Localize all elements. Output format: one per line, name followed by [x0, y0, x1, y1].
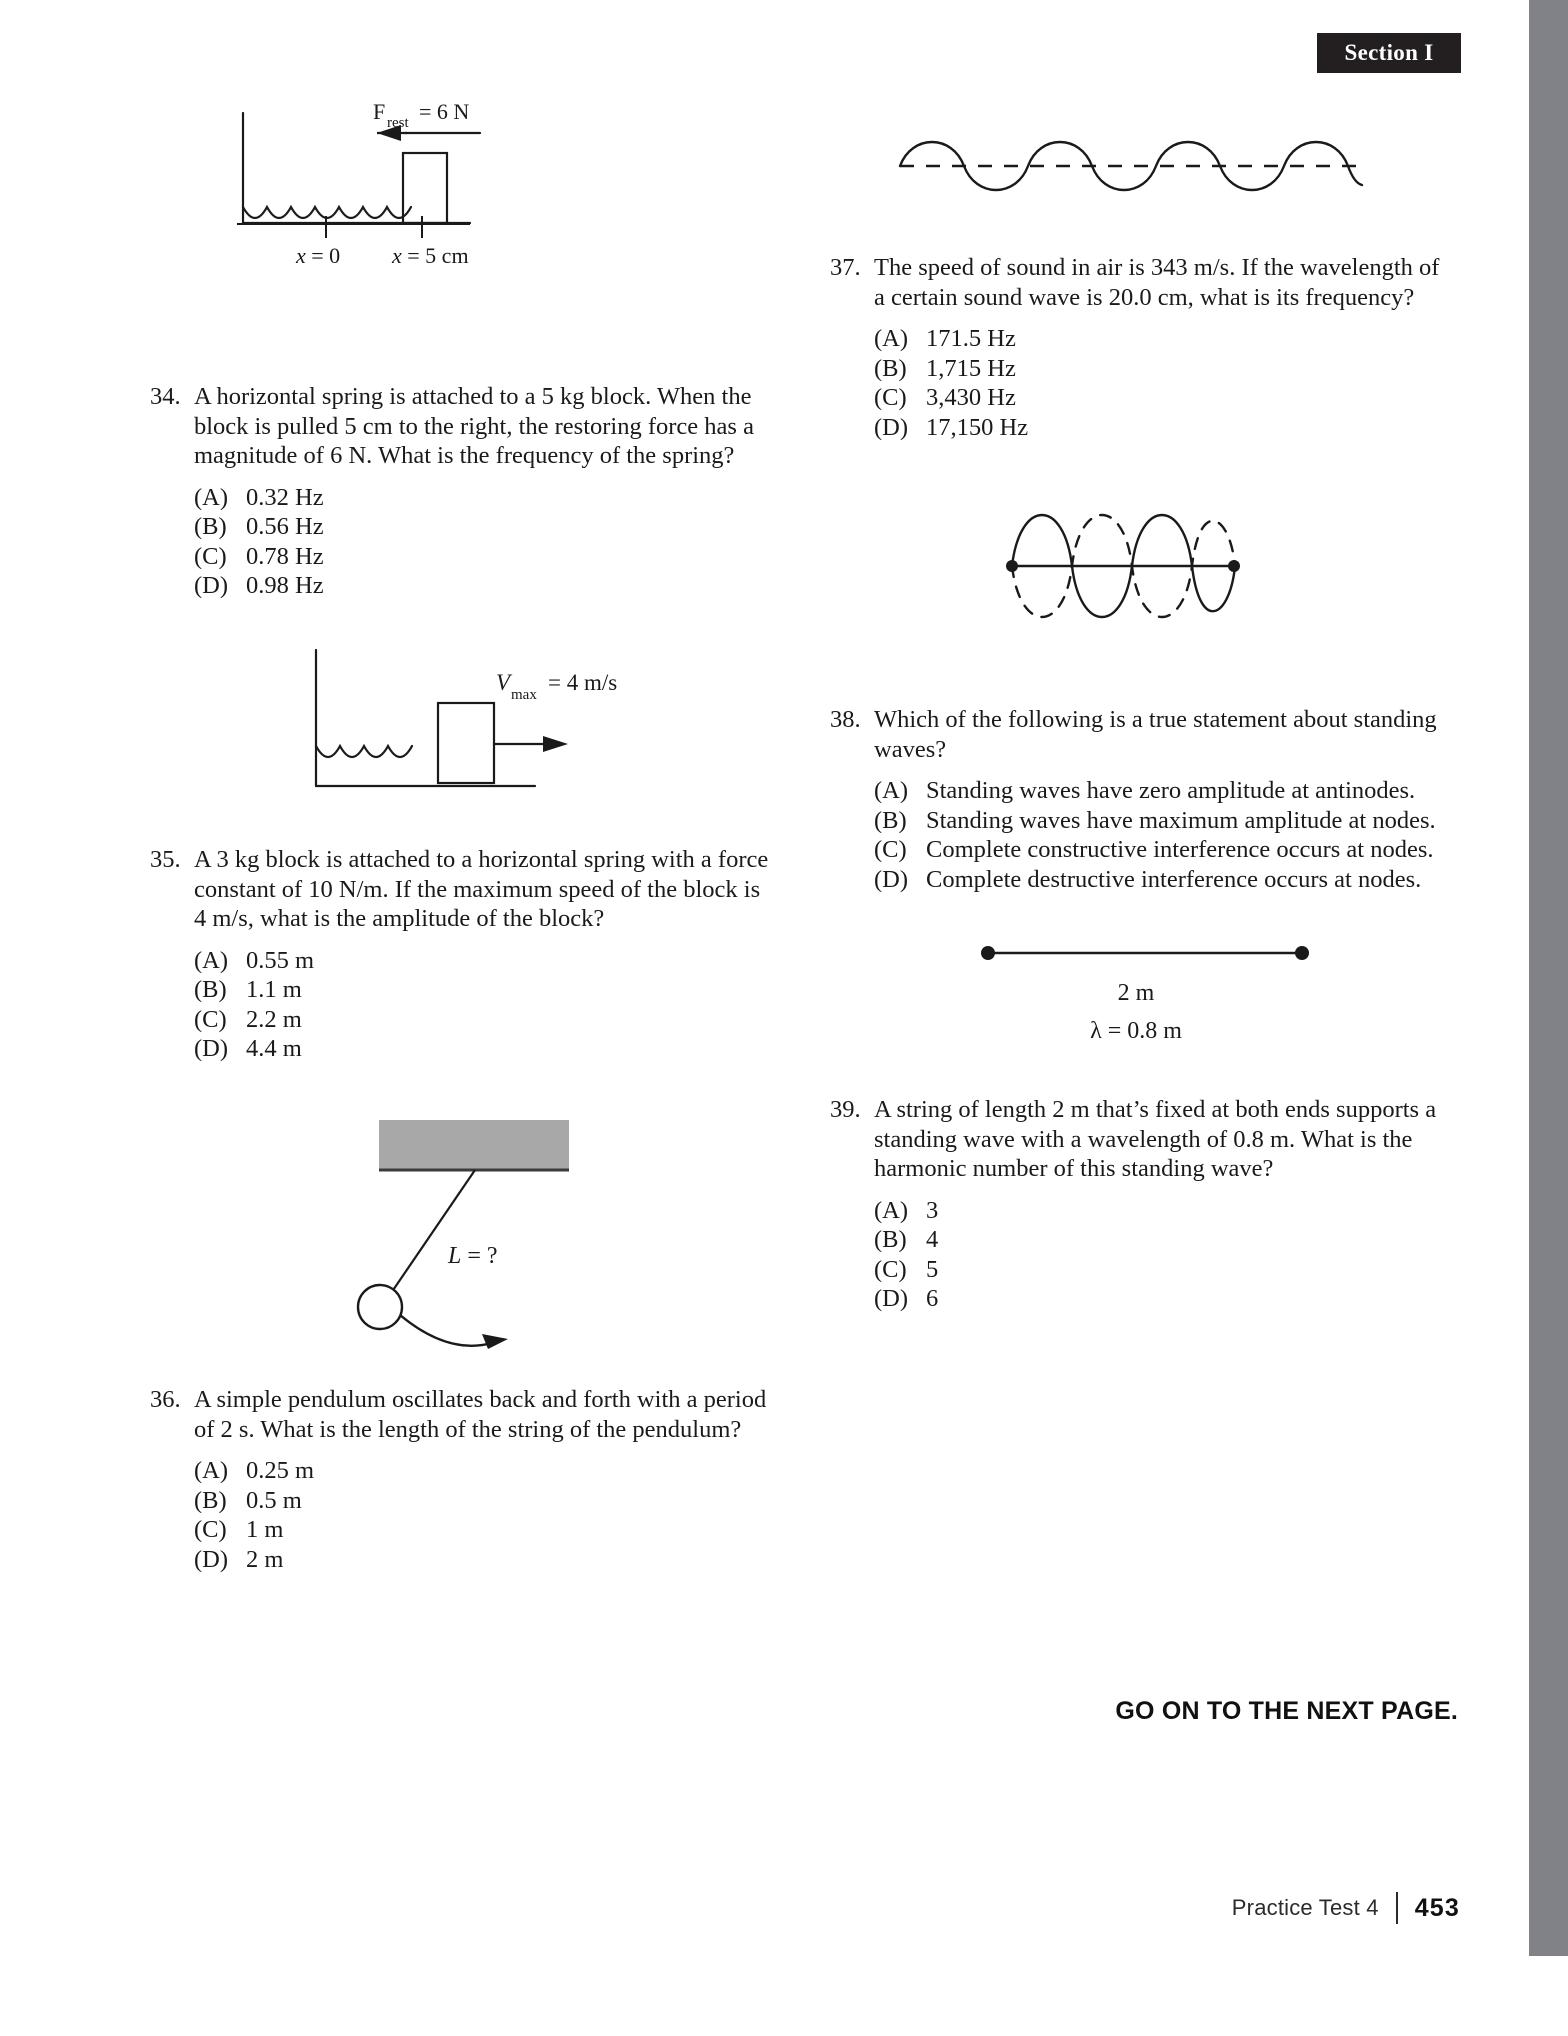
choice-37-a-text: 171.5 Hz — [926, 325, 1016, 352]
footer-test-name: Practice Test 4 — [1231, 1895, 1379, 1920]
question-36 — [150, 1385, 770, 1574]
choice-35-d-letter: (D) — [194, 1035, 229, 1063]
figure-traveling-sine-wave — [890, 128, 1370, 203]
figure-fixed-string-length — [940, 920, 1320, 1050]
question-39 — [830, 1095, 1450, 1314]
question-36-choices — [194, 1456, 770, 1574]
section-tab: Section I — [1317, 33, 1461, 73]
choice-34-c-text: 0.78 Hz — [246, 542, 324, 570]
choice-37-b-letter: (B) — [874, 354, 907, 382]
choice-35-a-letter: (A) — [194, 946, 229, 974]
question-34 — [150, 382, 770, 601]
choice-38-a-letter: (A) — [874, 777, 909, 804]
choice-37-a[interactable] — [874, 324, 1450, 354]
figure34-axis — [225, 216, 505, 272]
choice-35-c[interactable] — [194, 1005, 770, 1035]
choice-37-d-letter: (D) — [874, 413, 909, 441]
question-34-number: 34. — [150, 383, 181, 410]
choice-36-b[interactable] — [194, 1486, 770, 1516]
choice-39-d[interactable] — [874, 1284, 1450, 1314]
choice-36-a[interactable] — [194, 1456, 770, 1486]
choice-35-b-text: 1.1 m — [246, 976, 302, 1004]
choice-37-c[interactable] — [874, 383, 1450, 413]
choice-35-a-text: 0.55 m — [246, 946, 315, 974]
figure35-v-label-sub: max — [511, 687, 537, 703]
choice-36-d-text: 2 m — [246, 1545, 284, 1573]
choice-34-c-letter: (C) — [194, 542, 227, 570]
figure39-length-label: 2 m — [1117, 980, 1155, 1006]
choice-39-c[interactable] — [874, 1255, 1450, 1285]
question-38-choices — [874, 776, 1450, 894]
choice-39-d-letter: (D) — [874, 1285, 909, 1313]
go-on-to-next-page-notice: GO ON TO THE NEXT PAGE. — [1115, 1697, 1458, 1725]
question-35-number: 35. — [150, 846, 181, 873]
choice-34-d[interactable] — [194, 571, 770, 601]
choice-34-b[interactable] — [194, 512, 770, 542]
choice-35-a[interactable] — [194, 946, 770, 976]
choice-37-c-text: 3,430 Hz — [926, 384, 1016, 412]
choice-38-c-text: Complete constructive interference occurs at nodes. — [926, 836, 1434, 864]
question-36-number: 36. — [150, 1386, 181, 1413]
choice-35-c-text: 2.2 m — [246, 1005, 302, 1033]
choice-38-c-letter: (C) — [874, 836, 907, 864]
choice-39-b-letter: (B) — [874, 1226, 907, 1254]
question-35 — [150, 845, 770, 1064]
choice-36-a-text: 0.25 m — [246, 1457, 315, 1484]
choice-39-a-letter: (A) — [874, 1196, 909, 1224]
page-footer — [1232, 1892, 1460, 1924]
choice-38-b-letter: (B) — [874, 806, 907, 834]
choice-34-b-text: 0.56 Hz — [246, 513, 324, 541]
choice-37-b-text: 1,715 Hz — [926, 354, 1016, 382]
figure35-v-label-value: = 4 m/s — [548, 670, 618, 695]
choice-35-d[interactable] — [194, 1034, 770, 1064]
question-38-text: Which of the following is a true statement about standing waves? — [874, 706, 1437, 763]
figure34-force-label-sub: rest — [387, 115, 409, 131]
figure36-length-label: L = ? — [448, 1243, 498, 1269]
choice-35-c-letter: (C) — [194, 1005, 227, 1033]
question-35-choices — [194, 946, 770, 1064]
question-35-text: A 3 kg block is attached to a horizontal spring with a force constant of 10 N/m. If the maximum speed of the block is 4 m/s, what is the amplitude of the block? — [194, 846, 769, 932]
choice-39-a-text: 3 — [926, 1196, 939, 1224]
choice-37-d-text: 17,150 Hz — [926, 413, 1029, 441]
choice-38-b[interactable] — [874, 806, 1450, 836]
choice-38-d-letter: (D) — [874, 865, 909, 893]
choice-36-b-text: 0.5 m — [246, 1486, 302, 1514]
choice-36-c[interactable] — [194, 1515, 770, 1545]
choice-34-d-letter: (D) — [194, 572, 229, 600]
choice-36-c-text: 1 m — [246, 1516, 284, 1544]
choice-39-a[interactable] — [874, 1196, 1450, 1226]
question-34-choices — [194, 483, 770, 601]
choice-36-b-letter: (B) — [194, 1486, 227, 1514]
choice-38-b-text: Standing waves have maximum amplitude at nodes. — [926, 806, 1436, 834]
choice-36-d[interactable] — [194, 1545, 770, 1575]
choice-39-c-text: 5 — [926, 1255, 939, 1283]
figure-simple-pendulum — [340, 1103, 620, 1353]
question-37 — [830, 253, 1450, 442]
choice-37-c-letter: (C) — [874, 384, 907, 412]
choice-39-b[interactable] — [874, 1225, 1450, 1255]
choice-35-b[interactable] — [194, 975, 770, 1005]
choice-34-c[interactable] — [194, 542, 770, 572]
choice-36-a-letter: (A) — [194, 1457, 229, 1484]
question-36-text: A simple pendulum oscillates back and forth with a period of 2 s. What is the length of the string of the pendulum? — [194, 1386, 767, 1443]
choice-37-a-letter: (A) — [874, 325, 909, 352]
figure34-force-label-main: F — [373, 99, 386, 124]
choice-36-d-letter: (D) — [194, 1545, 229, 1573]
question-39-choices — [874, 1196, 1450, 1314]
figure39-wavelength-label: λ = 0.8 m — [1090, 1018, 1182, 1044]
choice-38-a-text: Standing waves have zero amplitude at antinodes. — [926, 777, 1416, 804]
choice-38-a[interactable] — [874, 776, 1450, 806]
question-37-choices — [874, 324, 1450, 442]
choice-36-c-letter: (C) — [194, 1516, 227, 1544]
choice-39-c-letter: (C) — [874, 1255, 907, 1283]
question-38-number: 38. — [830, 706, 861, 733]
choice-38-d-text: Complete destructive interference occurs at nodes. — [926, 865, 1422, 893]
choice-38-d[interactable] — [874, 865, 1450, 895]
choice-34-d-text: 0.98 Hz — [246, 572, 324, 600]
footer-page-number: 453 — [1414, 1893, 1460, 1922]
question-38 — [830, 705, 1450, 894]
choice-34-a[interactable] — [194, 483, 770, 513]
question-39-text: A string of length 2 m that’s fixed at both ends supports a standing wave with a wavelength of 0.8 m. What is the harmonic number of this standing wave? — [874, 1096, 1437, 1182]
choice-35-d-text: 4.4 m — [246, 1035, 302, 1063]
choice-38-c[interactable] — [874, 835, 1450, 865]
figure-standing-wave-two-loops — [960, 468, 1260, 638]
page-edge-bar — [1529, 0, 1568, 1956]
figure34-x-zero-label: x = 0 — [296, 243, 341, 268]
question-37-text: The speed of sound in air is 343 m/s. If the wavelength of a certain sound wave is 20.0 cm, what is its frequency? — [874, 254, 1440, 311]
choice-39-d-text: 6 — [926, 1285, 939, 1313]
choice-34-a-text: 0.32 Hz — [246, 483, 324, 511]
choice-35-b-letter: (B) — [194, 976, 227, 1004]
choice-37-b[interactable] — [874, 354, 1450, 384]
figure35-v-label-main: V — [496, 670, 511, 695]
footer-divider — [1396, 1892, 1398, 1924]
figure-spring-block-max-velocity — [300, 648, 640, 793]
question-39-number: 39. — [830, 1096, 861, 1123]
choice-34-a-letter: (A) — [194, 483, 229, 511]
question-37-number: 37. — [830, 254, 861, 281]
choice-37-d[interactable] — [874, 413, 1450, 443]
choice-34-b-letter: (B) — [194, 513, 227, 541]
question-34-text: A horizontal spring is attached to a 5 kg block. When the block is pulled 5 cm to the right, the restoring force has a magnitude of 6 N. What is the frequency of the spring? — [194, 383, 754, 469]
choice-39-b-text: 4 — [926, 1226, 939, 1254]
figure34-x-five-label: x = 5 cm — [392, 243, 469, 268]
figure34-force-label-value: = 6 N — [419, 99, 470, 124]
